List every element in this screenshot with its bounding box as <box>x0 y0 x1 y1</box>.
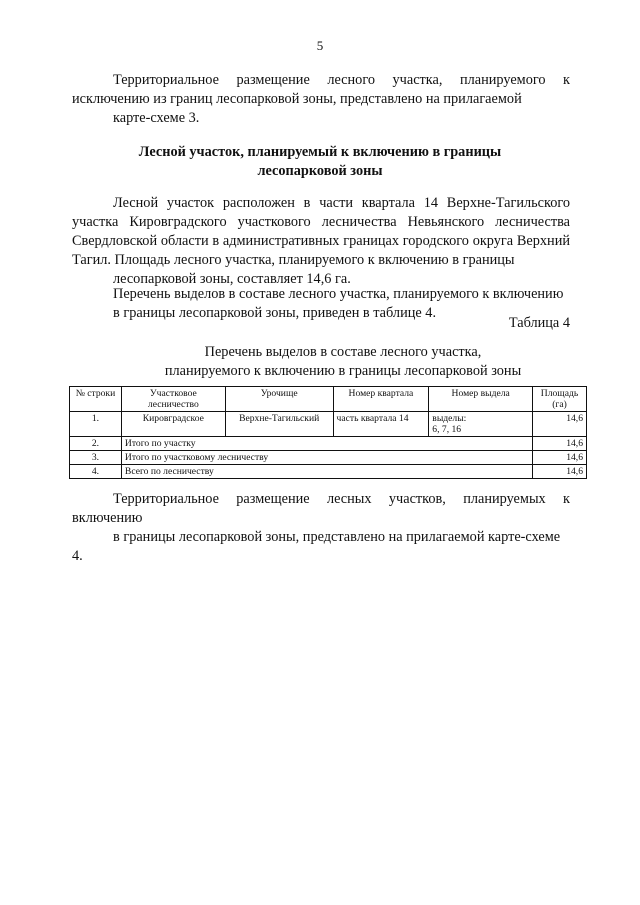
table-header-row <box>70 387 587 412</box>
paragraph-plot-location <box>72 194 570 289</box>
cell-row-number: 2. <box>70 437 122 451</box>
table-caption <box>0 343 640 381</box>
cell-tract: Верхне-Тагильский <box>225 412 333 437</box>
table-row <box>70 412 587 437</box>
cell-total-label: Итого по участковому лесничеству <box>121 451 532 465</box>
caption-line-2: планируемого к включению в границы лесопарковой зоны <box>164 363 522 379</box>
header-forest-district: Участковое лесничество <box>121 387 225 412</box>
allotment-line-2: 6, 7, 16 <box>432 424 462 435</box>
section-heading <box>0 143 640 181</box>
cell-row-number: 1. <box>70 412 122 437</box>
cell-row-number: 4. <box>70 465 122 479</box>
cell-forest-district: Кировградское <box>121 412 225 437</box>
header-allotment-number: Номер выдела <box>429 387 533 412</box>
paragraph-last-line: карте-схеме 3. <box>113 110 200 126</box>
paragraph-text: Перечень выделов в составе лесного участка, планируемого к включению <box>113 286 564 302</box>
paragraph-last-line: лесопарковой зоны, составляет 14,6 га. <box>113 271 351 287</box>
table-row-total-plot <box>70 437 587 451</box>
cell-area: 14,6 <box>533 465 587 479</box>
paragraph-text: Территориальное размещение лесных участков, планируемых к включению <box>72 491 570 526</box>
page-number: 5 <box>316 38 324 53</box>
paragraph-last-line: в границы лесопарковой зоны, приведен в таблице 4. <box>113 305 437 321</box>
paragraph-text: Лесной участок расположен в части квартала 14 Верхне-Тагильского участка Кировградского участкового лесничества Невьянского лесничества Свердловской области в административных границах городского округа Верхний Тагил. Площадь лесного участка, планируемого к включению в границы <box>72 195 570 268</box>
cell-area: 14,6 <box>533 451 587 465</box>
paragraph-placement-exclusion <box>72 71 570 128</box>
header-row-number: № строки <box>70 387 122 412</box>
cell-quarter-number: часть квартала 14 <box>333 412 429 437</box>
header-area: Площадь (га) <box>533 387 587 412</box>
paragraph-allotment-list-ref <box>72 285 570 323</box>
allotment-line-1: выделы: <box>432 413 467 424</box>
cell-area: 14,6 <box>533 412 587 437</box>
header-tract: Урочище <box>225 387 333 412</box>
header-quarter-number: Номер квартала <box>333 387 429 412</box>
cell-total-label: Всего по лесничеству <box>121 465 532 479</box>
table-label: Таблица 4 <box>508 315 570 331</box>
table-row-total-forestry <box>70 465 587 479</box>
caption-line-1: Перечень выделов в составе лесного участка, <box>204 344 482 360</box>
paragraph-placement-inclusion <box>72 490 570 566</box>
cell-row-number: 3. <box>70 451 122 465</box>
heading-line-1: Лесной участок, планируемый к включению в границы <box>138 144 502 160</box>
allotments-table <box>69 386 587 479</box>
paragraph-text: Территориальное размещение лесного участка, планируемого к исключению из границ лесопарковой зоны, представлено на прилагаемой <box>72 72 570 107</box>
heading-line-2: лесопарковой зоны <box>257 163 383 179</box>
cell-area: 14,6 <box>533 437 587 451</box>
cell-total-label: Итого по участку <box>121 437 532 451</box>
cell-allotment-number <box>429 412 533 437</box>
table-row-total-district <box>70 451 587 465</box>
paragraph-last-line: в границы лесопарковой зоны, представлено на прилагаемой карте-схеме 4. <box>72 529 561 564</box>
